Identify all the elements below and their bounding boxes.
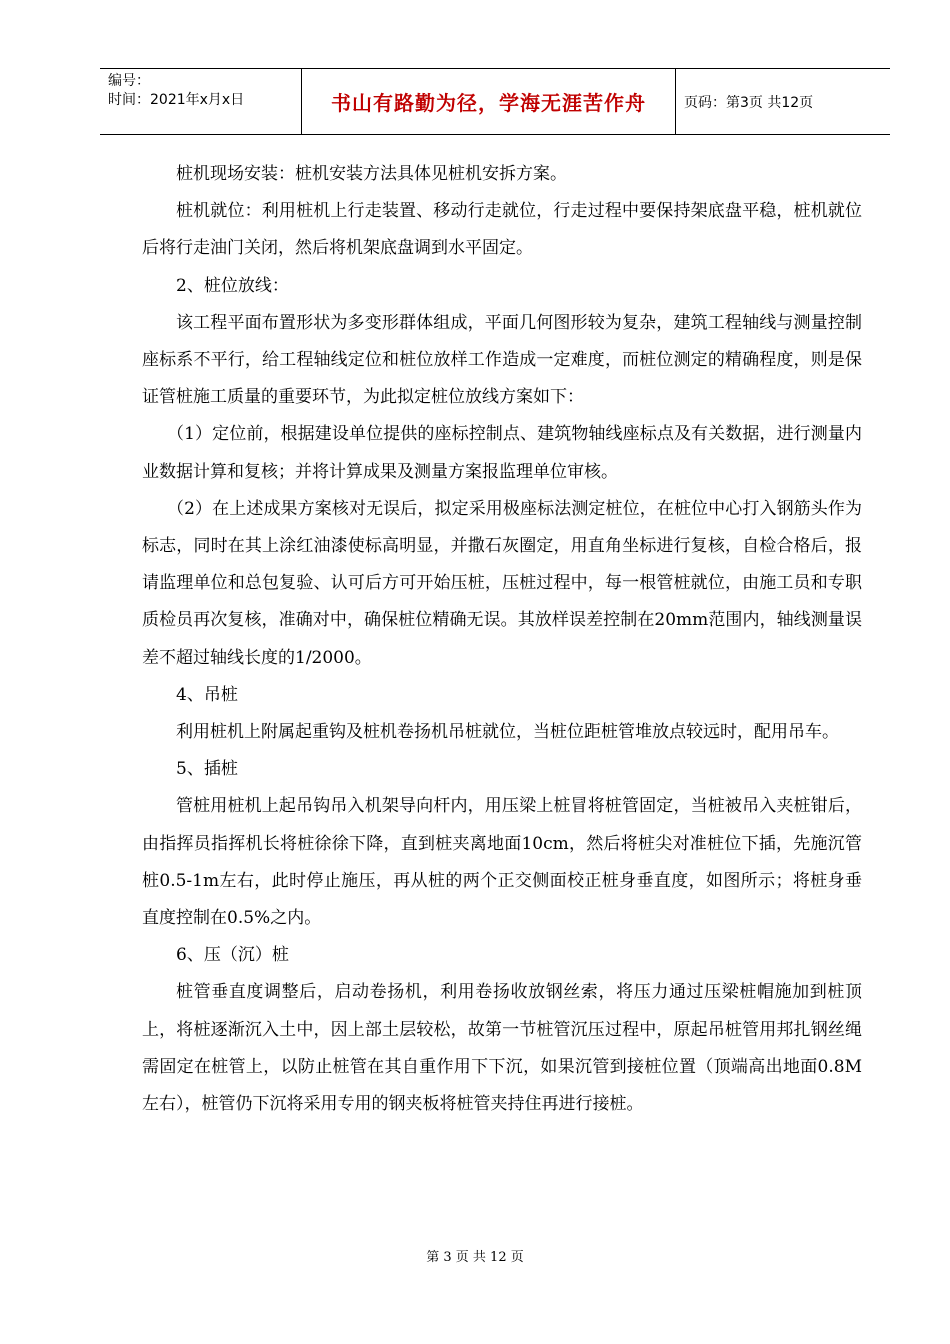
page-footer: 第 3 页 共 12 页 xyxy=(426,1250,524,1265)
paragraph: 该工程平面布置形状为多变形群体组成，平面几何图形较为复杂，建筑工程轴线与测量控制座标系不平行，给工程轴线定位和桩位放样工作造成一定难度，而桩位测定的精确程度，则是保证管桩施工质量的重要环节，为此拟定桩位放线方案如下： xyxy=(142,312,862,408)
paragraph: 利用桩机上附属起重钩及桩机卷扬机吊桩就位，当桩位距桩管堆放点较远时，配用吊车。 xyxy=(176,722,839,743)
paragraph: 管桩用桩机上起吊钩吊入机架导向杆内，用压梁上桩冒将桩管固定，当桩被吊入夹桩钳后，由指挥员指挥机长将桩徐徐下降，直到桩夹离地面10cm，然后将桩尖对准桩位下插，先施沉管桩0.5-1m左右，此时停止施压，再从桩的两个正交侧面校正桩身垂直度，如图所示；将桩身垂直度控制在0.5%之内。 xyxy=(142,796,862,929)
paragraph: 桩机就位：利用桩机上行走装置、移动行走就位，行走过程中要保持架底盘平稳，桩机就位后将行走油门关闭，然后将机架底盘调到水平固定。 xyxy=(142,201,862,259)
paragraph: 桩机现场安装：桩机安装方法具体见桩机安拆方案。 xyxy=(176,164,567,184)
section-heading: 6、压（沉）桩 xyxy=(176,945,289,966)
header-meta xyxy=(100,69,302,134)
paragraph: （2）在上述成果方案核对无误后，拟定采用极座标法测定桩位，在桩位中心打入钢筋头作为标志，同时在其上涂红油漆使标高明显，并撒石灰圈定，用直角坐标进行复核，自检合格后，报请监理单位和总包复验、认可后方可开始压桩，压桩过程中，每一根管桩就位，由施工员和专职质检员再次复核，准确对中，确保桩位精确无误。其放样误差控制在20mm范围内，轴线测量误差不超过轴线长度的1/2000。 xyxy=(142,498,862,668)
section-heading: 2、桩位放线： xyxy=(176,275,289,296)
page-header xyxy=(100,68,890,135)
paragraph: （1）定位前，根据建设单位提供的座标控制点、建筑物轴线座标点及有关数据，进行测量内业数据计算和复核；并将计算成果及测量方案报监理单位审核。 xyxy=(142,424,862,482)
header-page-info: 页码：第3页 共12页 xyxy=(684,94,814,111)
serial-label: 编号： xyxy=(108,73,150,89)
section-heading: 4、吊桩 xyxy=(176,684,238,705)
header-motto: 书山有路勤为径，学海无涯苦作舟 xyxy=(302,69,676,134)
paragraph: 桩管垂直度调整后，启动卷扬机，利用卷扬收放钢丝索，将压力通过压梁桩帽施加到桩顶上，将桩逐渐沉入土中，因上部土层较松，故第一节桩管沉压过程中，原起吊桩管用邦扎钢丝绳需固定在桩管上，以防止桩管在其自重作用下下沉，如果沉管到接桩位置（顶端高出地面0.8M左右），桩管仍下沉将采用专用的钢夹板将桩管夹持住再进行接桩。 xyxy=(142,982,862,1115)
document-body xyxy=(142,156,862,1123)
section-heading: 5、插桩 xyxy=(176,759,238,780)
time-label: 时间：2021年x月x日 xyxy=(108,92,245,108)
